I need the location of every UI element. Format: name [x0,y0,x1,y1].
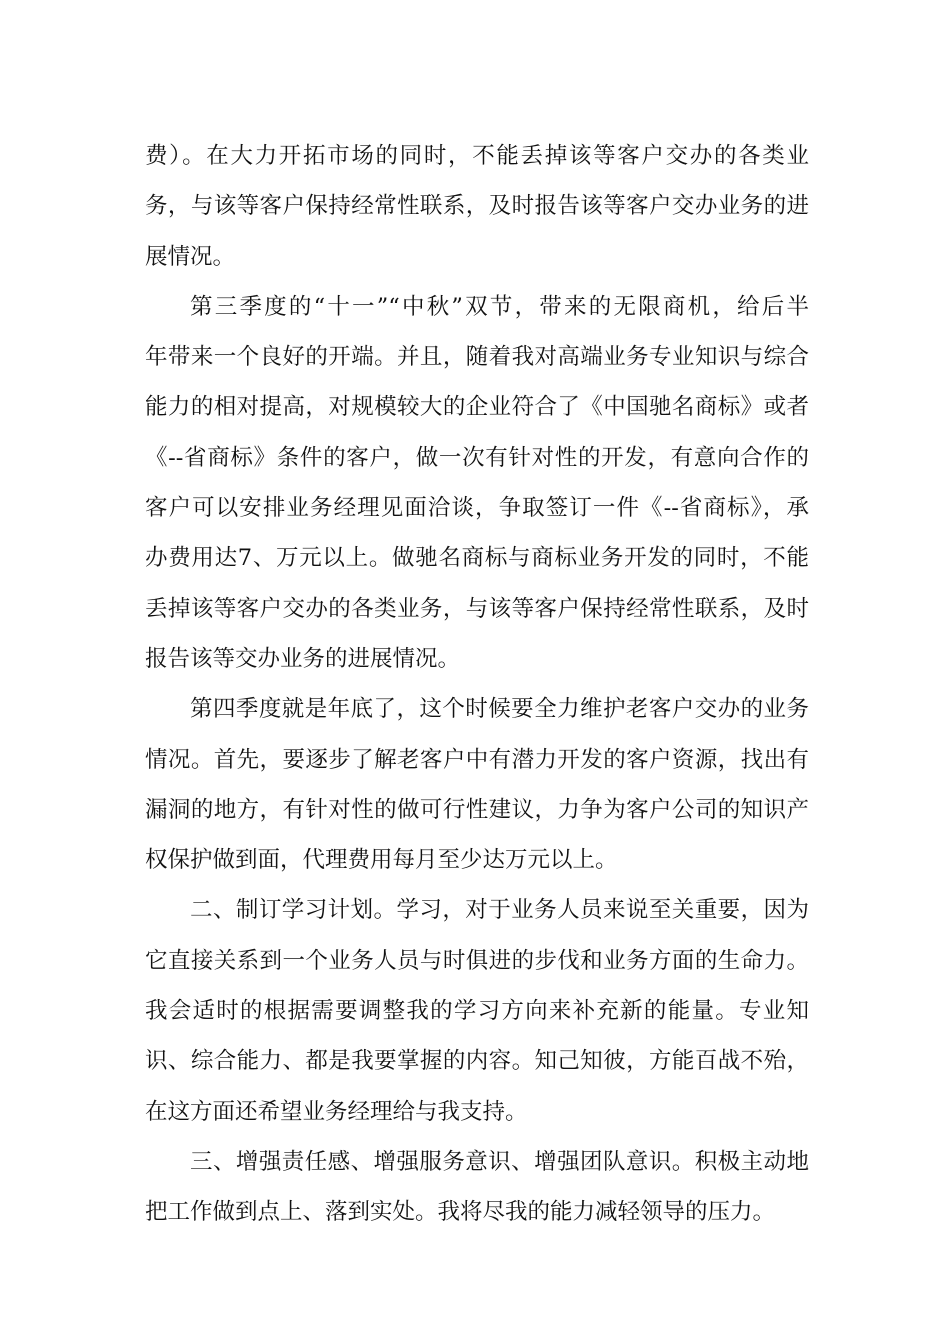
text-line: 第四季度就是年底了，这个时候要全力维护老客户交办的业务 [190,696,809,723]
text-line: 务，与该等客户保持经常性联系，及时报告该等客户交办业务的进 [145,193,809,220]
text-line: 权保护做到面，代理费用每月至少达万元以上。 [145,847,618,874]
text-line: 它直接关系到一个业务人员与时俱进的步伐和业务方面的生命力。 [145,947,809,974]
paragraph [145,282,809,684]
text-line: 丢掉该等客户交办的各类业务，与该等客户保持经常性联系，及时 [145,595,809,622]
text-line: 把工作做到点上、落到实处。我将尽我的能力减轻领导的压力。 [145,1199,776,1226]
paragraph [145,885,809,1136]
text-line: 费）。在大力开拓市场的同时，不能丢掉该等客户交办的各类业 [145,143,809,169]
paragraph [145,1137,809,1238]
paragraph [145,684,809,885]
text-line: 办费用达7、万元以上。做驰名商标与商标业务开发的同时，不能 [145,545,809,572]
text-line: 《--省商标》条件的客户，做一次有针对性的开发，有意向合作的 [145,444,809,471]
text-line: 我会适时的根据需要调整我的学习方向来补充新的能量。专业知 [145,998,809,1025]
text-line: 能力的相对提高，对规模较大的企业符合了《中国驰名商标》或者 [145,394,809,421]
paragraph [145,131,809,282]
text-line: 二、制订学习计划。学习，对于业务人员来说至关重要，因为 [190,897,809,924]
text-line: 客户可以安排业务经理见面洽谈，争取签订一件《--省商标》，承 [145,495,809,522]
text-line: 第三季度的“十一”“中秋”双节，带来的无限商机，给后半 [190,293,809,320]
text-line: 在这方面还希望业务经理给与我支持。 [145,1098,528,1125]
text-line: 漏洞的地方，有针对性的做可行性建议，力争为客户公司的知识产 [145,796,809,823]
text-line: 三、增强责任感、增强服务意识、增强团队意识。积极主动地 [190,1148,809,1175]
text-line: 情况。首先，要逐步了解老客户中有潜力开发的客户资源，找出有 [145,746,809,773]
document-body [145,131,809,1238]
text-line: 识、综合能力、都是我要掌握的内容。知己知彼，方能百战不殆， [145,1048,809,1075]
text-line: 年带来一个良好的开端。并且，随着我对高端业务专业知识与综合 [145,344,809,371]
text-line: 报告该等交办业务的进展情况。 [145,645,461,672]
text-line: 展情况。 [145,243,236,270]
